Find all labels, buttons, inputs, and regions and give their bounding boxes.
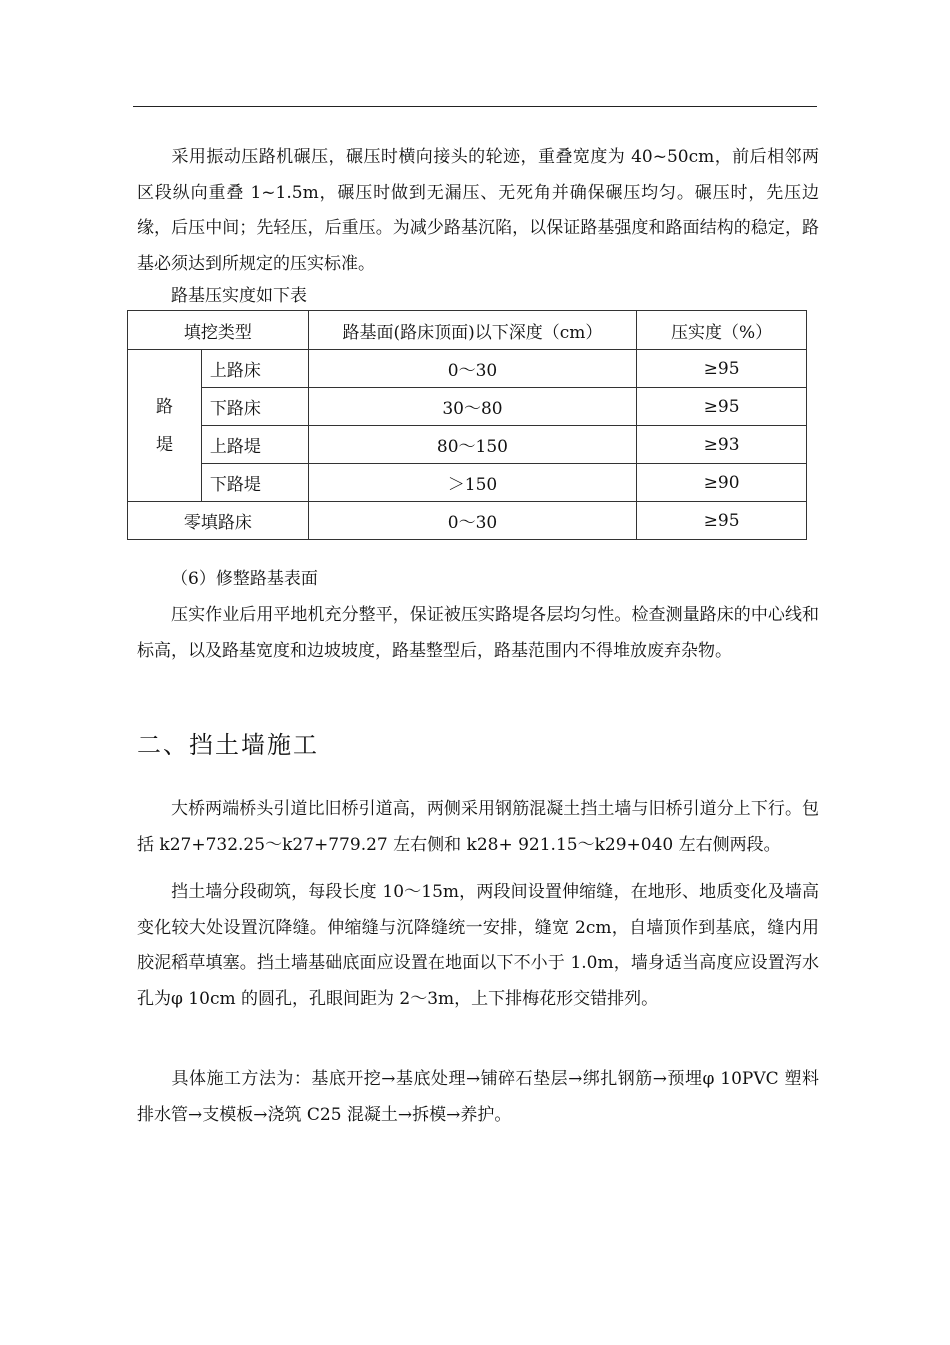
row-type: 下路堤 bbox=[201, 464, 308, 502]
table-row bbox=[128, 502, 807, 540]
paragraph-construction-method: 具体施工方法为：基底开挖→基底处理→铺碎石垫层→绑扎钢筋→预埋φ 10PVC 塑料排水管→支模板→浇筑 C25 混凝土→拆模→养护。 bbox=[137, 1069, 819, 1125]
row-compaction: ≥95 bbox=[637, 388, 807, 426]
row-compaction: ≥95 bbox=[637, 502, 807, 540]
header-depth: 路基面(路床顶面)以下深度（cm） bbox=[308, 311, 636, 350]
table-row bbox=[128, 464, 807, 502]
table-row bbox=[128, 426, 807, 464]
paragraph-compaction: 采用振动压路机碾压，碾压时横向接头的轮迹，重叠宽度为 40~50cm，前后相邻两区段纵向重叠 1~1.5m，碾压时做到无漏压、无死角并确保碾压均匀。碾压时，先压边缘，后压中间；先轻压，后重压。为减少路基沉陷，以保证路基强度和路面结构的稳定，路基必须达到所规定的压实标准。 bbox=[137, 147, 819, 274]
paragraph-wall-segments: 挡土墙分段砌筑，每段长度 10～15m，两段间设置伸缩缝，在地形、地质变化及墙高变化较大处设置沉降缝。伸缩缝与沉降缝统一安排，缝宽 2cm，自墙顶作到基底，缝内用胶泥稻草填塞。挡土墙基础底面应设置在地面以下不小于 1.0m，墙身适当高度应设置泻水孔为φ 10cm 的圆孔，孔眼间距为 2～3m，上下排梅花形交错排列。 bbox=[137, 882, 819, 1009]
row-type: 上路堤 bbox=[201, 426, 308, 464]
row-depth: 0～30 bbox=[308, 350, 636, 388]
row-type: 零填路床 bbox=[128, 502, 309, 540]
embankment-group-label: 路 堤 bbox=[128, 350, 202, 502]
row-depth: ＞150 bbox=[308, 464, 636, 502]
paragraph-finishing: 压实作业后用平地机充分整平，保证被压实路堤各层均匀性。检查测量路床的中心线和标高，以及路基宽度和边坡坡度，路基整型后，路基范围内不得堆放废弃杂物。 bbox=[137, 605, 819, 661]
row-compaction: ≥95 bbox=[637, 350, 807, 388]
table-row bbox=[128, 350, 807, 388]
row-compaction: ≥93 bbox=[637, 426, 807, 464]
table-row bbox=[128, 388, 807, 426]
sub-heading: （6）修整路基表面 bbox=[171, 569, 318, 589]
row-depth: 0～30 bbox=[308, 502, 636, 540]
table-caption: 路基压实度如下表 bbox=[171, 286, 307, 306]
row-compaction: ≥90 bbox=[637, 464, 807, 502]
section-title: 二、挡土墙施工 bbox=[137, 731, 319, 759]
header-rule bbox=[133, 106, 817, 107]
row-type: 下路床 bbox=[201, 388, 308, 426]
header-compaction: 压实度（%） bbox=[637, 311, 807, 350]
compaction-table bbox=[127, 310, 807, 540]
row-depth: 80～150 bbox=[308, 426, 636, 464]
table-header-row bbox=[128, 311, 807, 350]
paragraph-retaining-wall: 大桥两端桥头引道比旧桥引道高，两侧采用钢筋混凝土挡土墙与旧桥引道分上下行。包括 k27+732.25～k27+779.27 左右侧和 k28+ 921.15～k29+040 左右侧两段。 bbox=[137, 799, 819, 855]
row-depth: 30～80 bbox=[308, 388, 636, 426]
row-type: 上路床 bbox=[201, 350, 308, 388]
header-fill-type: 填挖类型 bbox=[128, 311, 309, 350]
